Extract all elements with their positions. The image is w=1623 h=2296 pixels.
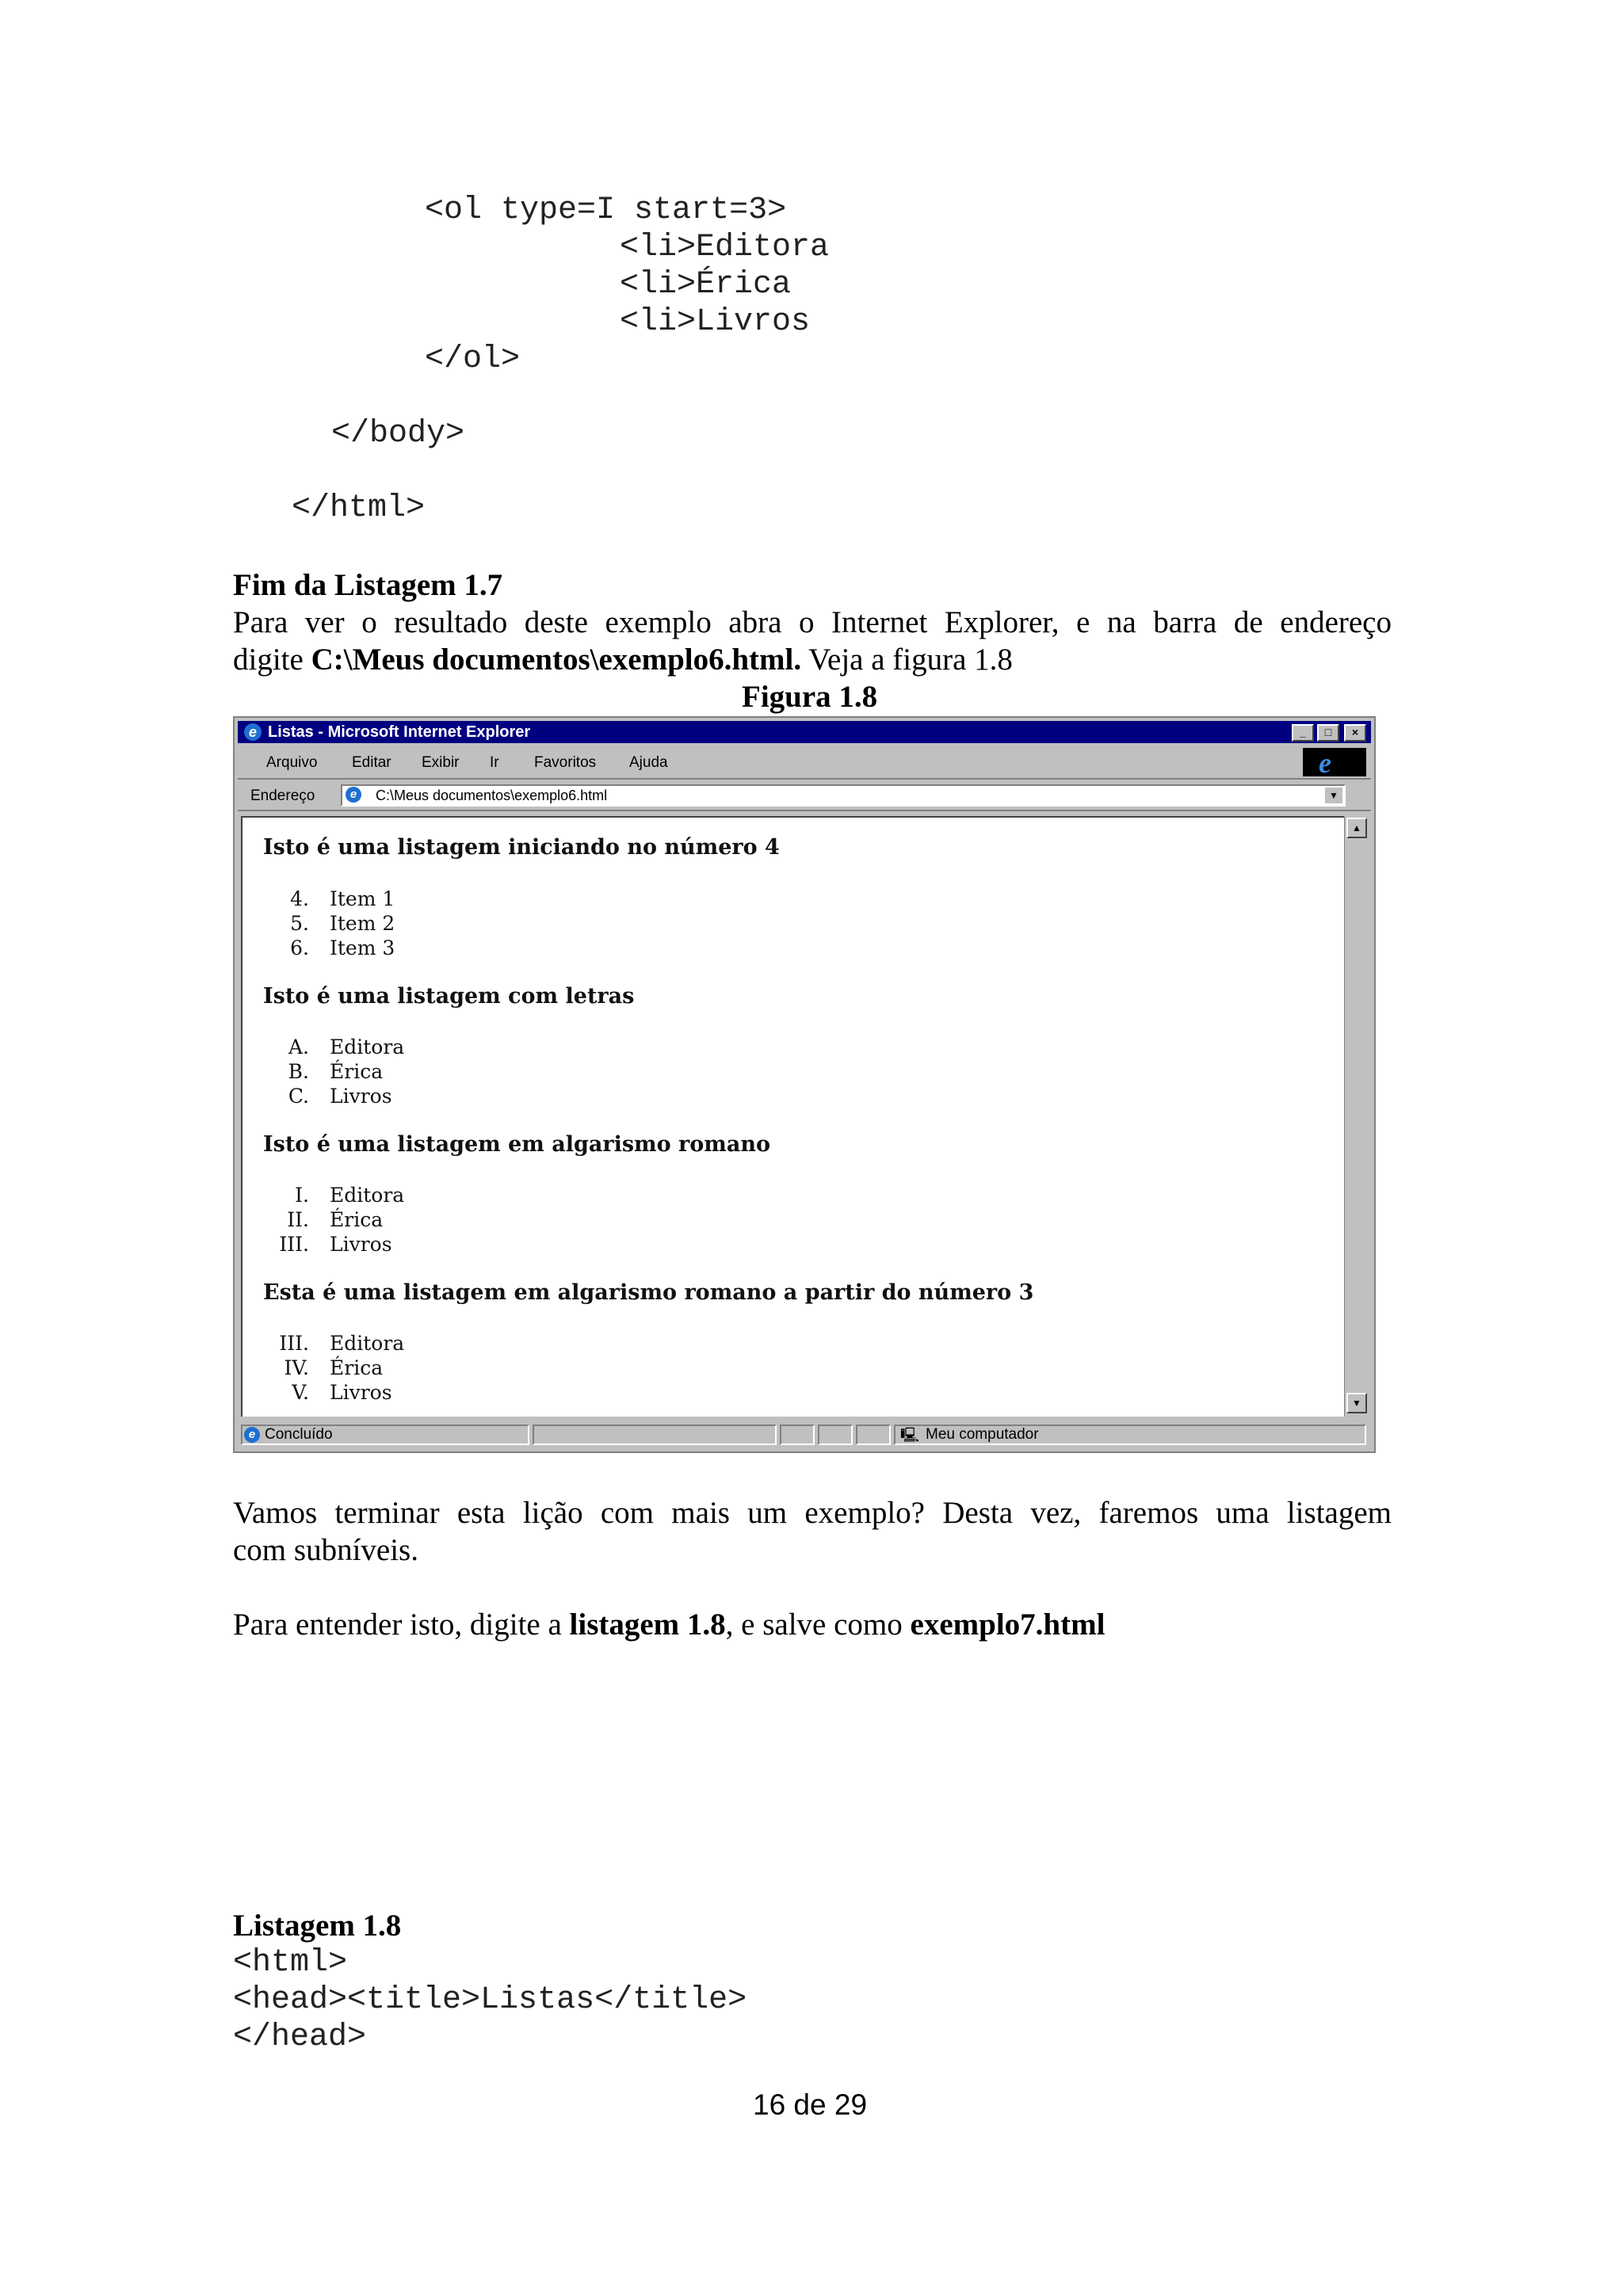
list-item: Editora [330,1184,405,1207]
close-button[interactable]: × [1344,724,1366,742]
menu-favoritos[interactable]: Favoritos [534,754,597,771]
address-dropdown-icon[interactable]: ▼ [1325,788,1342,803]
page-icon: e [346,787,361,803]
list-item: Livros [330,1233,392,1256]
maximize-button[interactable]: □ [1317,724,1339,742]
paragraph-line: Vamos terminar esta lição com mais um exemplo? Desta vez, faremos uma listagem [233,1496,1392,1530]
zone-text: Meu computador [926,1426,1039,1443]
status-panel [780,1425,815,1445]
list-item: Item 3 [330,936,395,959]
list-item: Editora [330,1035,405,1058]
code-line: </body> [331,416,465,452]
paragraph-line: Para ver o resultado deste exemplo abra o Internet Explorer, e na barra de endereço [233,605,1392,639]
list-marker: III. [279,1233,309,1256]
list-item: Item 1 [330,887,395,910]
status-panel [856,1425,891,1445]
status-panel [533,1425,777,1445]
page-icon: e [244,1427,260,1443]
code-line: <head><title>Listas</title> [233,1982,747,2018]
list-heading: Isto é uma listagem em algarismo romano [263,1132,770,1157]
list-item: Érica [330,1060,384,1083]
list-marker: 4. [290,887,309,910]
text-span: digite [233,643,311,677]
code-line: </ol> [425,341,521,377]
listing-end-heading: Fim da Listagem 1.7 [233,568,503,602]
listing-heading: Listagem 1.8 [233,1909,402,1943]
page-number: 16 de 29 [753,2088,868,2121]
address-label: Endereço [250,788,315,804]
list-marker: III. [279,1332,309,1355]
list-item: Érica [330,1208,384,1231]
list-heading: Isto é uma listagem iniciando no número 4 [263,835,780,860]
list-marker: C. [288,1085,309,1108]
text-span: , e salve como [725,1608,911,1642]
list-item: Item 2 [330,912,395,935]
status-panel [241,1425,529,1445]
list-marker: I. [295,1184,309,1207]
text-span: Veja a figura 1.8 [801,643,1013,677]
menu-ir[interactable]: Ir [490,754,499,771]
address-bar [238,781,1371,811]
list-item: Livros [330,1381,392,1404]
code-line: <li>Livros [620,304,811,340]
code-line: <li>Érica [620,267,792,303]
address-url: C:\Meus documentos\exemplo6.html [376,788,608,803]
list-item: Érica [330,1356,384,1379]
menu-bar [238,746,1371,780]
computer-icon: 🖳 [900,1427,920,1443]
list-heading: Esta é uma listagem em algarismo romano a partir do número 3 [263,1280,1034,1305]
status-text: Concluído [265,1426,333,1443]
ie-icon: e [244,723,262,741]
page-content [241,816,1344,1417]
list-marker: 6. [290,936,309,959]
list-marker: B. [288,1060,309,1083]
menu-ajuda[interactable]: Ajuda [629,754,668,771]
status-panel [818,1425,853,1445]
paragraph-line: com subníveis. [233,1533,418,1567]
address-input[interactable] [341,784,1346,807]
list-heading: Isto é uma listagem com letras [263,984,635,1009]
ie-logo-icon: e [1303,748,1366,776]
window-title: Listas - Microsoft Internet Explorer [268,723,531,741]
code-line: </html> [292,490,426,526]
file-path: C:\Meus documentos\exemplo6.html. [311,643,802,677]
list-item: Livros [330,1085,392,1108]
text-span: Para entender isto, digite a [233,1608,570,1642]
zone-panel [894,1425,1366,1445]
minimize-button[interactable]: _ [1292,724,1314,742]
paragraph-line [233,1606,1105,1643]
list-marker: 5. [290,912,309,935]
list-marker: IV. [284,1356,309,1379]
menu-arquivo[interactable]: Arquivo [266,754,318,771]
status-bar [238,1421,1371,1448]
code-line: <html> [233,1945,348,1981]
scroll-up-icon[interactable]: ▲ [1346,818,1367,838]
vertical-scrollbar[interactable] [1344,816,1369,1417]
figure-caption: Figura 1.8 [742,680,878,714]
menu-editar[interactable]: Editar [352,754,391,771]
list-marker: II. [287,1208,309,1231]
code-line: <li>Editora [620,230,830,265]
paragraph-line [233,641,1013,678]
list-marker: A. [288,1035,309,1058]
file-name: exemplo7.html [910,1608,1106,1642]
list-item: Editora [330,1332,405,1355]
code-line: <ol type=I start=3> [425,193,787,228]
scroll-down-icon[interactable]: ▼ [1346,1393,1367,1413]
title-bar [238,721,1371,743]
code-line: </head> [233,2019,367,2055]
browser-window [233,716,1376,1453]
listing-ref: listagem 1.8 [569,1608,726,1642]
menu-exibir[interactable]: Exibir [422,754,460,771]
list-marker: V. [292,1381,309,1404]
